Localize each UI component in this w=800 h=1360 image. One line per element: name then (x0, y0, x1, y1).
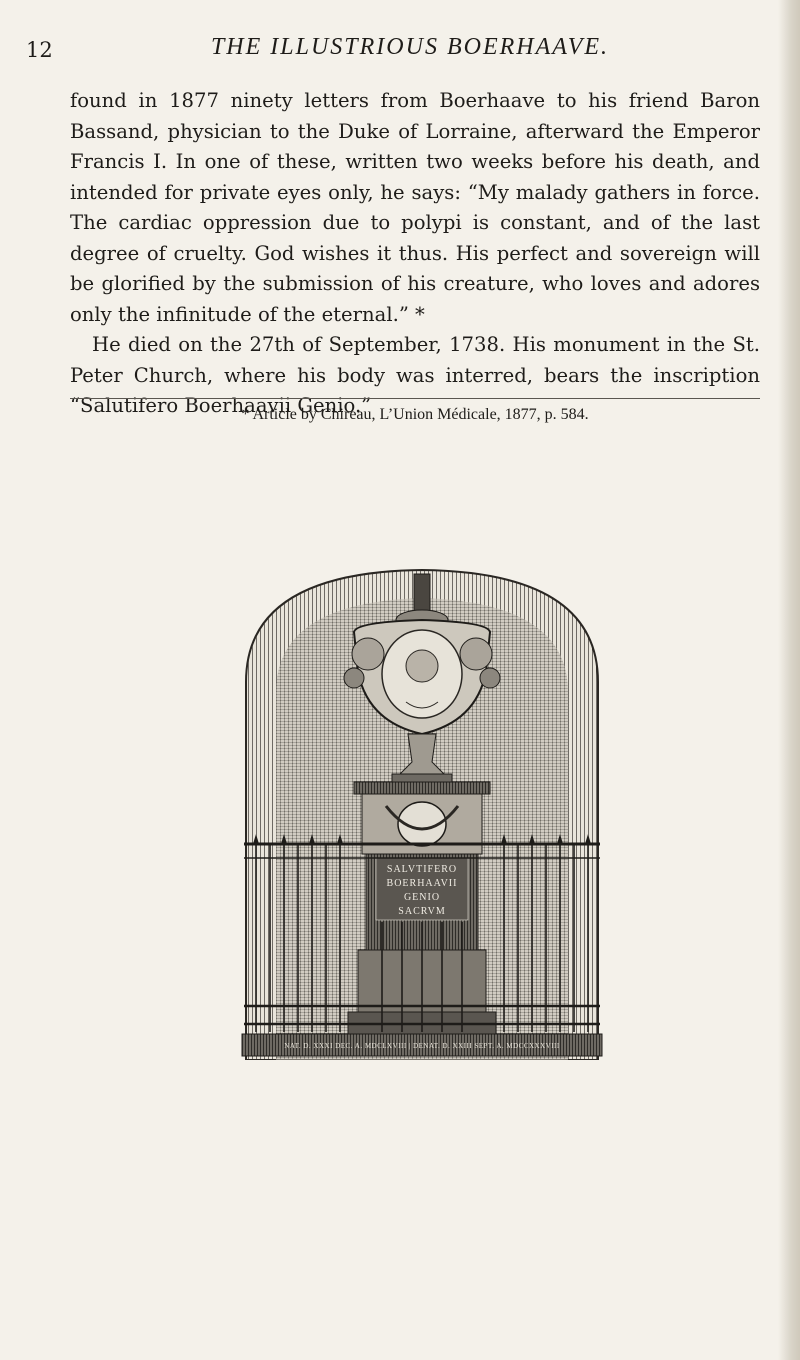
body-text (70, 86, 760, 422)
page-edge-shadow (778, 0, 800, 1360)
inscription-line-3: GENIO (403, 892, 441, 903)
footnote: * Article by Chireau, L’Union Médicale, 1877, p. 584. (241, 406, 589, 423)
monument-engraving (236, 562, 608, 1060)
inscription-line-4: SACRVM (398, 906, 446, 917)
page-number: 12 (26, 38, 53, 62)
paragraph-1: found in 1877 ninety letters from Boerhaave to his friend Baron Bassand, physician to the Duke of Lorraine, afterward the Emperor Francis I. In one of these, written two weeks before his death, and intended for private eyes only, he says: “My malady gathers in force. The cardiac oppression due to polypi is constant, and of the last degree of cruelty. God wishes it thus. His perfect and sovereign will be glorified by the submission of his creature, who loves and adores only the infinitude of the eternal.” * (70, 89, 760, 326)
inscription-line-2: BOERHAAVII (386, 878, 458, 889)
page-header (26, 34, 750, 74)
inscription-line-1: SALVTIFERO (386, 864, 458, 875)
paragraph-2: He died on the 27th of September, 1738. His monument in the St. Peter Church, where his body was interred, bears the inscription “Salutifero Boerhaavii Genio.” (70, 333, 760, 417)
running-title: THE ILLUSTRIOUS BOERHAAVE. (210, 34, 610, 60)
monument-illustration (236, 562, 608, 1060)
base-inscription: NAT. D. XXXI DEC. A. MDCLXVIII | DENAT. D. XXIII SEPT. A. MDCCXXXVIII (284, 1042, 560, 1050)
footnote-rule (70, 398, 760, 399)
